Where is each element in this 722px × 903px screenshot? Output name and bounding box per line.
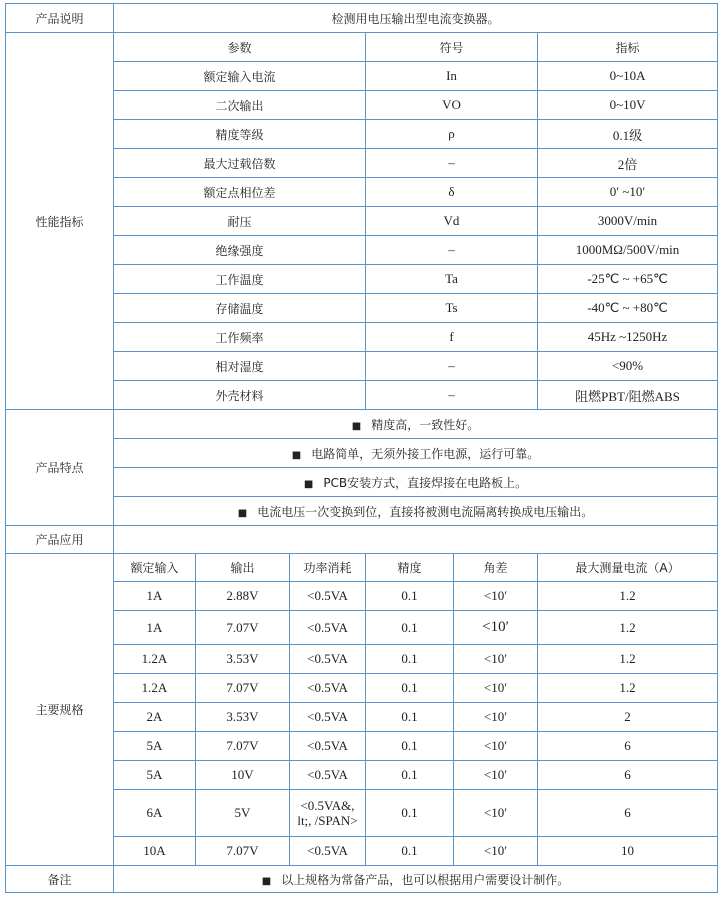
perf-param: 工作频率 — [114, 323, 366, 352]
specs-header-cell: 功率消耗 — [290, 554, 366, 582]
perf-header-value: 指标 — [538, 33, 718, 62]
specs-cell: 1A — [114, 611, 196, 645]
specs-header-row — [6, 554, 718, 582]
perf-value: 0.1级 — [538, 120, 718, 149]
specs-cell: 0.1 — [366, 611, 454, 645]
specs-cell: <10′ — [454, 703, 538, 732]
perf-symbol: – — [366, 381, 538, 410]
bullet-icon: ■ — [261, 875, 272, 887]
perf-param: 额定点相位差 — [114, 178, 366, 207]
perf-value: 1000MΩ/500V/min — [538, 236, 718, 265]
specs-cell: 0.1 — [366, 837, 454, 866]
perf-header-row — [6, 33, 718, 62]
specs-cell: <0.5VA — [290, 761, 366, 790]
feature-item — [114, 497, 718, 526]
perf-param: 额定输入电流 — [114, 62, 366, 91]
category-label: 主要规格 — [6, 554, 114, 866]
specs-cell: 2.88V — [196, 582, 290, 611]
perf-symbol: f — [366, 323, 538, 352]
perf-param: 外壳材料 — [114, 381, 366, 410]
specs-cell: <0.5VA&, lt;, /SPAN> — [290, 790, 366, 837]
notes-row — [6, 866, 718, 893]
specs-header-cell: 输出 — [196, 554, 290, 582]
perf-symbol: Vd — [366, 207, 538, 236]
specs-cell: <0.5VA — [290, 582, 366, 611]
specs-cell: 1.2A — [114, 645, 196, 674]
specs-cell: 7.07V — [196, 837, 290, 866]
desc-row — [6, 4, 718, 33]
specs-cell: 7.07V — [196, 674, 290, 703]
specs-cell: 1.2A — [114, 674, 196, 703]
specs-cell: <10′ — [454, 732, 538, 761]
specs-header-cell: 最大测量电流（A） — [538, 554, 718, 582]
perf-symbol: Ts — [366, 294, 538, 323]
bullet-icon: ■ — [303, 478, 314, 490]
specs-cell: 1A — [114, 582, 196, 611]
perf-value: <90% — [538, 352, 718, 381]
specs-cell: <10′ — [454, 761, 538, 790]
specs-cell: 0.1 — [366, 703, 454, 732]
perf-param: 最大过载倍数 — [114, 149, 366, 178]
category-label: 产品特点 — [6, 410, 114, 526]
specs-cell: <0.5VA — [290, 837, 366, 866]
perf-header-symbol: 符号 — [366, 33, 538, 62]
perf-param: 耐压 — [114, 207, 366, 236]
perf-value: 3000V/min — [538, 207, 718, 236]
perf-value: -25℃ ~ +65℃ — [538, 265, 718, 294]
specs-cell: 2 — [538, 703, 718, 732]
specs-cell: 7.07V — [196, 732, 290, 761]
spec-table — [5, 3, 718, 893]
perf-symbol: δ — [366, 178, 538, 207]
application-text — [114, 526, 718, 554]
feature-row — [6, 410, 718, 439]
specs-cell: 6 — [538, 761, 718, 790]
specs-cell: <0.5VA — [290, 645, 366, 674]
specs-cell: 7.07V — [196, 611, 290, 645]
perf-symbol: – — [366, 352, 538, 381]
specs-header-cell: 精度 — [366, 554, 454, 582]
specs-header-cell: 额定输入 — [114, 554, 196, 582]
feature-item — [114, 410, 718, 439]
specs-cell: 2A — [114, 703, 196, 732]
feature-item — [114, 439, 718, 468]
feature-text: 以上规格为常备产品，也可以根据用户需要设计制作。 — [281, 872, 570, 887]
perf-value: 0~10V — [538, 91, 718, 120]
specs-cell: 0.1 — [366, 582, 454, 611]
specs-cell: 6 — [538, 732, 718, 761]
bullet-icon: ■ — [291, 449, 302, 461]
specs-cell: <10′ — [454, 790, 538, 837]
specs-cell: <10′ — [454, 837, 538, 866]
perf-symbol: ρ — [366, 120, 538, 149]
specs-cell: <10′ — [454, 674, 538, 703]
bullet-icon: ■ — [351, 420, 362, 432]
specs-cell: 5A — [114, 761, 196, 790]
specs-cell: 1.2 — [538, 611, 718, 645]
perf-param: 工作温度 — [114, 265, 366, 294]
perf-header-param: 参数 — [114, 33, 366, 62]
bullet-icon: ■ — [237, 507, 248, 519]
specs-cell: 0.1 — [366, 674, 454, 703]
notes-text — [114, 866, 718, 893]
specs-cell: <10′ — [454, 645, 538, 674]
perf-param: 相对湿度 — [114, 352, 366, 381]
specs-cell: <10′ — [454, 582, 538, 611]
perf-value: 2倍 — [538, 149, 718, 178]
perf-value: -40℃ ~ +80℃ — [538, 294, 718, 323]
specs-cell: 5V — [196, 790, 290, 837]
feature-item — [114, 468, 718, 497]
category-label: 产品说明 — [6, 4, 114, 33]
specs-cell: 3.53V — [196, 645, 290, 674]
specs-cell: 0.1 — [366, 645, 454, 674]
perf-param: 绝缘强度 — [114, 236, 366, 265]
specs-cell: 5A — [114, 732, 196, 761]
specs-cell: <0.5VA — [290, 674, 366, 703]
specs-cell: 1.2 — [538, 645, 718, 674]
perf-symbol: Ta — [366, 265, 538, 294]
specs-header-cell: 角差 — [454, 554, 538, 582]
specs-cell: 6 — [538, 790, 718, 837]
feature-text: 电流电压一次变换到位，直接将被测电流隔离转换成电压输出。 — [257, 504, 594, 519]
specs-cell: 6A — [114, 790, 196, 837]
category-label: 产品应用 — [6, 526, 114, 554]
perf-symbol: In — [366, 62, 538, 91]
specs-cell: <10′ — [454, 611, 538, 645]
perf-symbol: VO — [366, 91, 538, 120]
category-label: 备注 — [6, 866, 114, 893]
perf-value: 45Hz ~1250Hz — [538, 323, 718, 352]
specs-cell: <0.5VA — [290, 732, 366, 761]
specs-cell: 0.1 — [366, 761, 454, 790]
perf-value: 0′ ~10′ — [538, 178, 718, 207]
perf-value: 阻燃PBT/阻燃ABS — [538, 381, 718, 410]
perf-param: 二次输出 — [114, 91, 366, 120]
perf-symbol: – — [366, 236, 538, 265]
feature-text: 精度高，一致性好。 — [371, 417, 480, 432]
specs-cell: 10A — [114, 837, 196, 866]
feature-text: 电路简单，无须外接工作电源，运行可靠。 — [311, 446, 540, 461]
specs-cell: 3.53V — [196, 703, 290, 732]
specs-cell: <0.5VA — [290, 703, 366, 732]
specs-cell: 1.2 — [538, 674, 718, 703]
perf-value: 0~10A — [538, 62, 718, 91]
feature-text: PCB安装方式，直接焊接在电路板上。 — [323, 475, 528, 490]
application-row — [6, 526, 718, 554]
specs-cell: 10 — [538, 837, 718, 866]
specs-cell: 0.1 — [366, 790, 454, 837]
specs-cell: 0.1 — [366, 732, 454, 761]
specs-cell: 1.2 — [538, 582, 718, 611]
perf-param: 精度等级 — [114, 120, 366, 149]
specs-cell: <0.5VA — [290, 611, 366, 645]
specs-cell: 10V — [196, 761, 290, 790]
perf-param: 存储温度 — [114, 294, 366, 323]
category-label: 性能指标 — [6, 33, 114, 410]
perf-symbol: – — [366, 149, 538, 178]
desc-text: 检测用电压输出型电流变换器。 — [114, 4, 718, 33]
